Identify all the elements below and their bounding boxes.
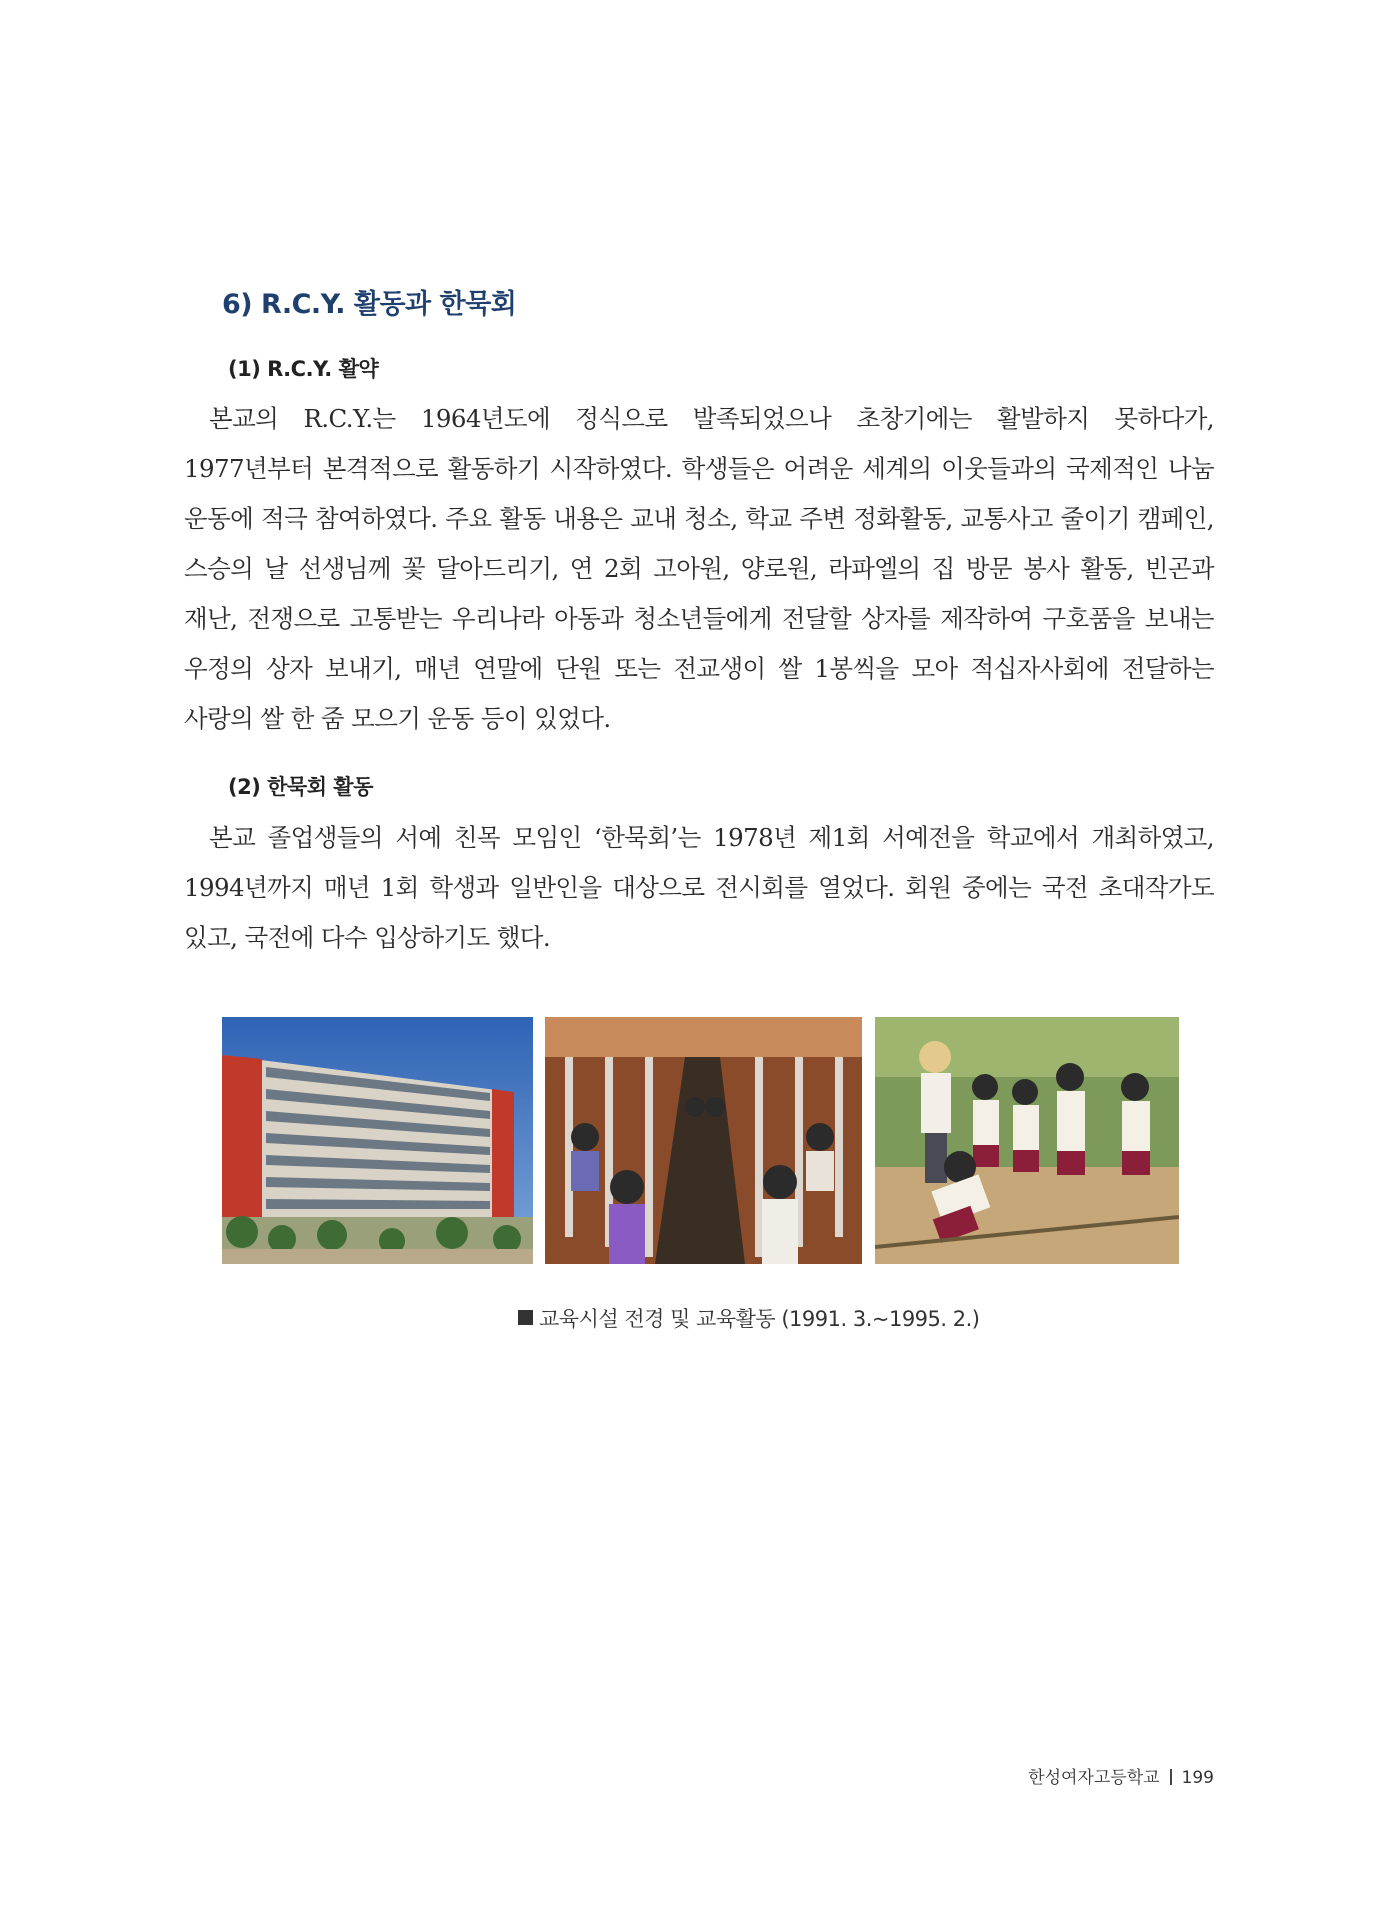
footer-school-name: 한성여자고등학교 — [1028, 1768, 1160, 1788]
section-title: 6) R.C.Y. 활동과 한묵회 — [222, 289, 517, 320]
figure-caption-text: 교육시설 전경 및 교육활동 (1991. 3.~1995. 2.) — [539, 1307, 980, 1331]
photo-language-lab — [545, 1017, 862, 1264]
subsection-title-hanmukhoe: (2) 한묵회 활동 — [228, 775, 373, 799]
figure-caption — [518, 1303, 980, 1333]
page-footer — [1028, 1763, 1214, 1788]
paragraph-rcy: 본교의 R.C.Y.는 1964년도에 정식으로 발족되었으나 초창기에는 활발하지 못하다가, 1977년부터 본격적으로 활동하기 시작하였다. 학생들은 어려운 세계의 이웃들과의 국제적인 나눔 운동에 적극 참여하였다. 주요 활동 내용은 교내 청소, 학교 주변 정화활동, 교통사고 줄이기 캠페인, 스승의 날 선생님께 꽃 달아드리기, 연 2회 고아원, 양로원, 라파엘의 집 방문 봉사 활동, 빈곤과 재난, 전쟁으로 고통받는 우리나라 아동과 청소년들에게 전달할 상자를 제작하여 구호품을 보내는 우정의 상자 보내기, 매년 연말에 단원 또는 전교생이 쌀 1봉씩을 모아 적십자사회에 전달하는 사랑의 쌀 한 줌 모으기 운동 등이 있었다. — [184, 404, 1214, 733]
photo-school-building — [222, 1017, 533, 1264]
subsection-title-rcy: (1) R.C.Y. 활약 — [228, 357, 379, 381]
page-number: 199 — [1181, 1768, 1214, 1788]
caption-square-icon — [518, 1310, 533, 1325]
footer-divider — [1170, 1769, 1172, 1785]
photo-sports-activity — [875, 1017, 1179, 1264]
paragraph-hanmukhoe: 본교 졸업생들의 서예 친목 모임인 ‘한묵회’는 1978년 제1회 서예전을 학교에서 개최하였고, 1994년까지 매년 1회 학생과 일반인을 대상으로 전시회를 열었다. 회원 중에는 국전 초대작가도 있고, 국전에 다수 입상하기도 했다. — [184, 823, 1214, 952]
